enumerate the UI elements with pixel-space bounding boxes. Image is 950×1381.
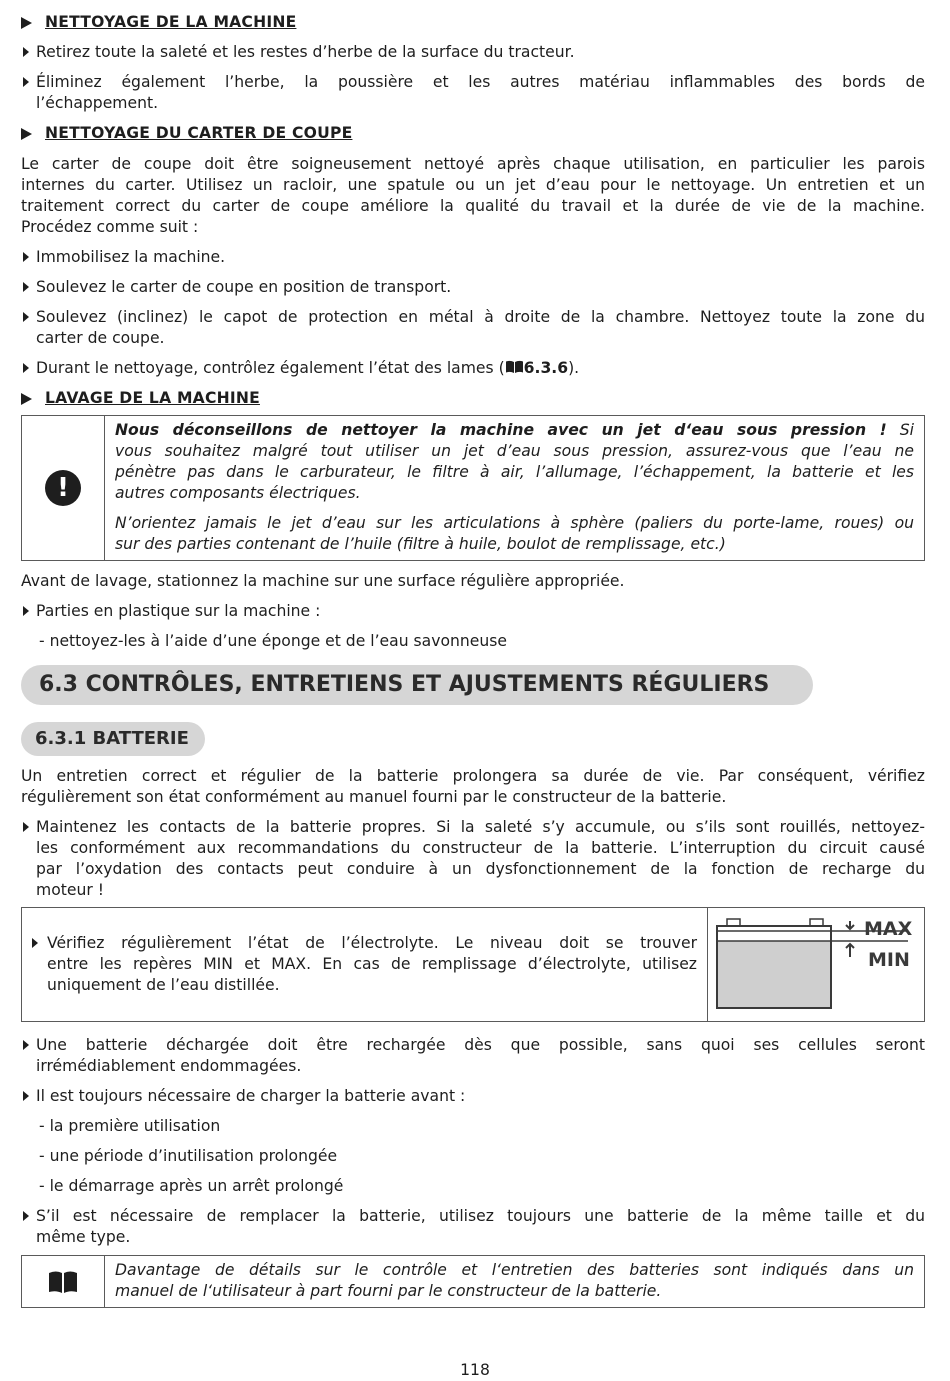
battery-level-diagram [707, 908, 924, 1021]
arrow-bullet-icon [23, 1091, 29, 1101]
list-item: Maintenez les contacts de la batterie propres. Si la saleté s’y accumule, ou s’ils sont rouillés, nettoyez- les conformément aux recommandations du constructeur de la batterie. L’interruption du circuit causé par l’oxydation des contacts peut conduire à un dysfonctionnement de la fonction de recharge du moteur ! [21, 817, 925, 901]
arrow-bullet-icon [23, 282, 29, 292]
arrow-bullet-icon [23, 77, 29, 87]
list-item: Retirez toute la saleté et les restes d’herbe de la surface du tracteur. [21, 42, 925, 63]
arrow-bullet-icon [23, 822, 29, 832]
section-heading-nettoyage-machine: NETTOYAGE DE LA MACHINE [21, 12, 925, 33]
manual-page [21, 12, 925, 1308]
triangle-bullet-icon [21, 128, 32, 140]
arrow-bullet-icon [23, 1040, 29, 1050]
page-number: 118 [460, 1361, 490, 1379]
list-item: Il est toujours nécessaire de charger la batterie avant : [21, 1086, 925, 1107]
book-icon [505, 360, 524, 374]
list-item: Vérifiez régulièrement l’état de l’électrolyte. Le niveau doit se trouver entre les repères MIN et MAX. En cas de remplissage d’électrolyte, utilisez uniquement de l’eau distillée. [30, 933, 697, 996]
section-title-6-3: 6.3 CONTRÔLES, ENTRETIENS ET AJUSTEMENTS RÉGULIERS [21, 665, 813, 705]
min-label: MIN [868, 949, 910, 971]
warning-box [21, 415, 925, 561]
list-item: Soulevez le carter de coupe en position de transport. [21, 277, 925, 298]
paragraph: Un entretien correct et régulier de la batterie prolongera sa durée de vie. Par conséquent, vérifiez régulièrement son état conformément au manuel fourni par le constructeur de la batterie. [21, 767, 925, 806]
max-label: MAX [864, 918, 913, 940]
list-item: Éliminez également l’herbe, la poussière et les autres matériau inflammables des bords de l’échappement. [21, 72, 925, 114]
arrow-bullet-icon [23, 1211, 29, 1221]
dash-item: - nettoyez-les à l’aide d’une éponge et de l’eau savonneuse [39, 632, 507, 650]
triangle-bullet-icon [21, 393, 32, 405]
info-icon-cell [22, 1256, 105, 1307]
dash-item: - le démarrage après un arrêt prolongé [39, 1177, 344, 1195]
section-heading-carter-coupe: NETTOYAGE DU CARTER DE COUPE [21, 123, 925, 144]
list-item: Une batterie déchargée doit être rechargée dès que possible, sans quoi ses cellules seront irrémédiablement endommagées. [21, 1035, 925, 1077]
triangle-bullet-icon [21, 17, 32, 29]
dash-item: - la première utilisation [39, 1117, 221, 1135]
list-item: Soulevez (inclinez) le capot de protection en métal à droite de la chambre. Nettoyez toute la zone du carter de coupe. [21, 307, 925, 349]
list-item: Durant le nettoyage, contrôlez également l’état des lames ( 6.3.6). [21, 358, 925, 379]
info-text: Davantage de détails sur le contrôle et l‘entretien des batteries sont indiqués dans un manuel de l‘utilisateur à part fourni par le constructeur de la batterie. [115, 1261, 914, 1300]
warning-text: Nous déconseillons de nettoyer la machine avec un jet d‘eau sous pression ! Si vous souhaitez malgré tout utiliser un jet d’eau sous pression, assurez-vous que l’eau ne pénètre pas dans le carburateur, le filtre à air, l’allumage, l’échappement, la batterie et les autres composants électriques. N’orientez jamais le jet d’eau sur les articulations à sphère (paliers du porte-lame, roues) ou sur des parties contenant de l’huile (filtre à huile, boulot de remplissage, etc.) [115, 421, 914, 553]
book-icon [48, 1270, 78, 1294]
electrolyte-box [21, 907, 925, 1022]
arrow-bullet-icon [23, 606, 29, 616]
arrow-bullet-icon [23, 363, 29, 373]
arrow-bullet-icon [23, 47, 29, 57]
paragraph: Avant de lavage, stationnez la machine sur une surface régulière appropriée. [21, 572, 625, 590]
section-title-6-3-1: 6.3.1 BATTERIE [21, 722, 205, 756]
arrow-bullet-icon [23, 312, 29, 322]
list-item: Immobilisez la machine. [21, 247, 925, 268]
arrow-bullet-icon [32, 938, 38, 948]
dash-item: - une période d’inutilisation prolongée [39, 1147, 338, 1165]
exclamation-icon: ! [45, 470, 81, 506]
list-item: Parties en plastique sur la machine : [21, 601, 925, 622]
section-heading-lavage: LAVAGE DE LA MACHINE [21, 388, 925, 409]
paragraph: Le carter de coupe doit être soigneusement nettoyé après chaque utilisation, en particulier les parois internes du carter. Utilisez un racloir, une spatule ou un jet d’eau pour le nettoyage. Un entretien et un traitement correct du carter de coupe améliore la qualité du travail et la durée de vie de la machine. Procédez comme suit : [21, 155, 925, 236]
arrow-bullet-icon [23, 252, 29, 262]
list-item: S’il est nécessaire de remplacer la batterie, utilisez toujours une batterie de la même taille et du même type. [21, 1206, 925, 1248]
info-box [21, 1255, 925, 1308]
warning-icon-cell [22, 416, 105, 560]
